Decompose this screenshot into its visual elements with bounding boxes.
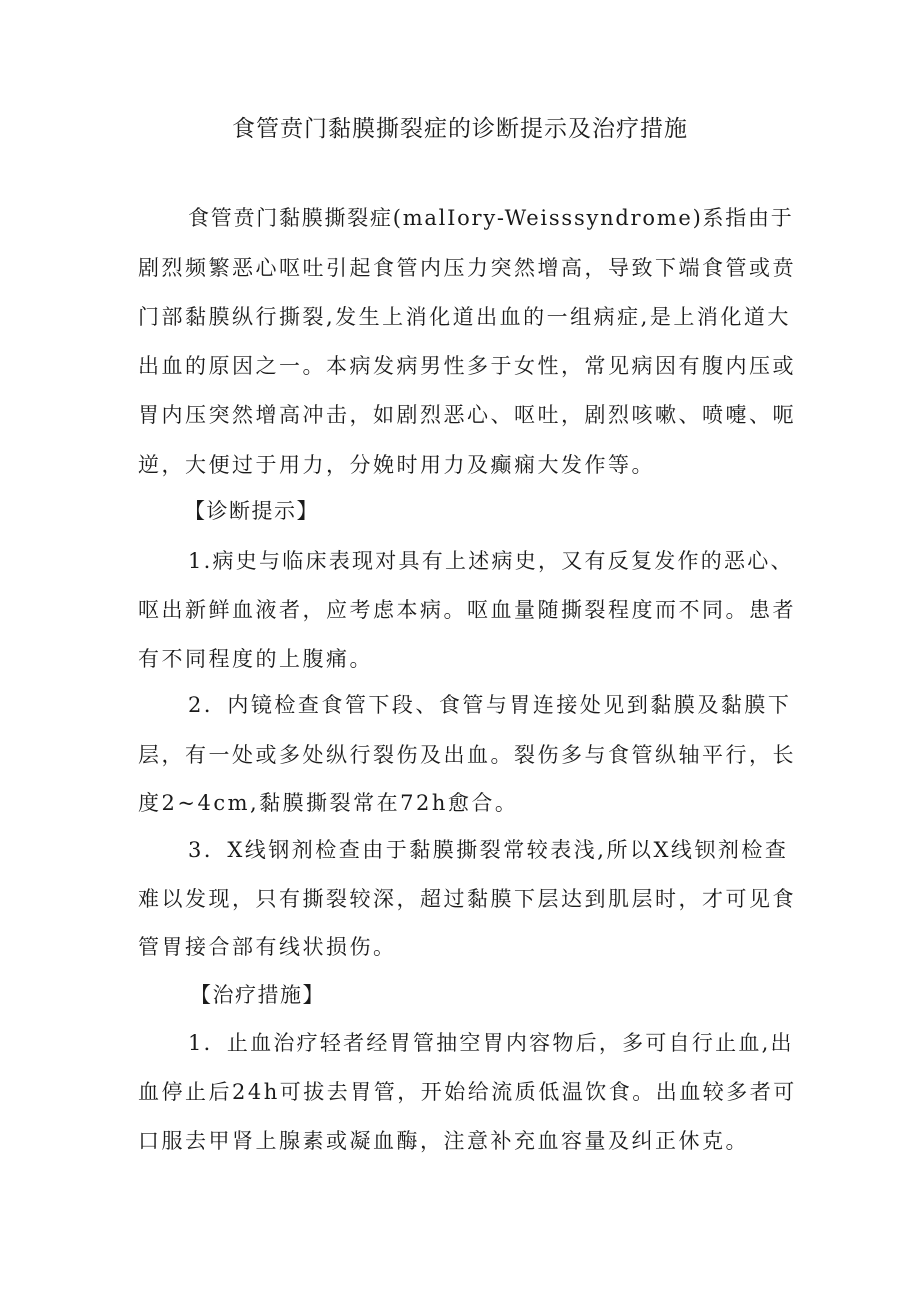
intro-line-6: 逆，大便过于用力，分娩时用力及癫痫大发作等。 xyxy=(138,453,655,477)
intro-line-3: 门部黏膜纵行撕裂,发生上消化道出血的一组病症,是上消化道大 xyxy=(138,305,791,329)
diagnosis-item1-line-3: 有不同程度的上腹痛。 xyxy=(138,647,373,671)
diagnosis-item2-line-3: 度2~4cm,黏膜撕裂常在72h愈合。 xyxy=(138,791,519,815)
diagnosis-item2-line-2: 层，有一处或多处纵行裂伤及出血。裂伤多与食管纵轴平行，长 xyxy=(138,743,796,767)
diagnosis-item2-line-1: 2．内镜检查食管下段、食管与胃连接处见到黏膜及黏膜下 xyxy=(188,693,792,717)
treatment-item1-line-2: 血停止后24h可拔去胃管，开始给流质低温饮食。出血较多者可 xyxy=(138,1080,797,1104)
diagnosis-item1-line-1: 1.病史与临床表现对具有上述病史，又有反复发作的恶心、 xyxy=(188,549,794,573)
intro-line-1: 食管贲门黏膜撕裂症(malIory-Weisssyndrome)系指由于 xyxy=(188,206,794,230)
diagnosis-item3-line-3: 管胃接合部有线状损伤。 xyxy=(138,935,397,959)
diagnosis-item1-line-2: 呕出新鲜血液者，应考虑本病。呕血量随撕裂程度而不同。患者 xyxy=(138,598,796,622)
intro-line-5: 胃内压突然增高冲击，如剧烈恶心、呕吐，剧烈咳嗽、喷嚏、呃 xyxy=(138,403,796,427)
treatment-item1-line-3: 口服去甲肾上腺素或凝血酶，注意补充血容量及纠正休克。 xyxy=(138,1129,749,1153)
diagnosis-item3-line-1: 3．X线钢剂检查由于黏膜撕裂常较表浅,所以X线钡剂检查 xyxy=(188,838,789,862)
intro-line-2: 剧烈频繁恶心呕吐引起食管内压力突然增高，导致下端食管或贲 xyxy=(138,256,796,280)
treatment-item1-line-1: 1．止血治疗轻者经胃管抽空胃内容物后，多可自行止血,出 xyxy=(188,1031,794,1055)
diagnosis-heading: 【诊断提示】 xyxy=(184,499,319,523)
document-title: 食管贲门黏膜撕裂症的诊断提示及治疗措施 xyxy=(232,116,688,142)
intro-line-4: 出血的原因之一。本病发病男性多于女性，常见病因有腹内压或 xyxy=(138,354,796,378)
diagnosis-item3-line-2: 难以发现，只有撕裂较深，超过黏膜下层达到肌层时，才可见食 xyxy=(138,887,796,911)
treatment-heading: 【治疗措施】 xyxy=(190,983,325,1007)
